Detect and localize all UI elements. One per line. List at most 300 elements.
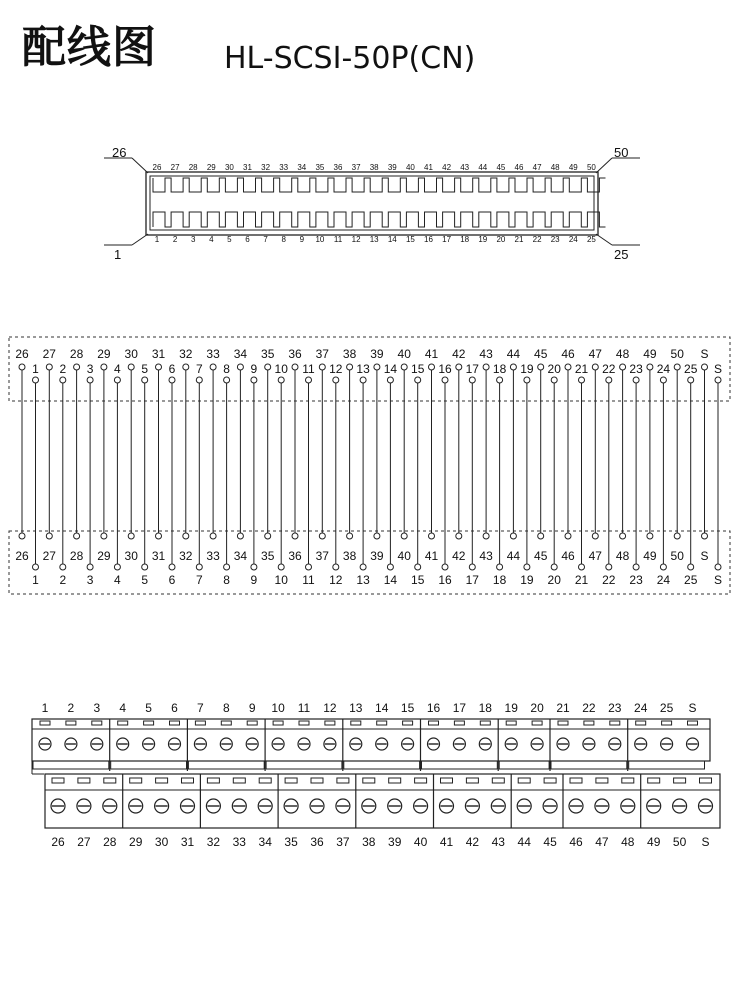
- bottom-pin-label: 12: [351, 235, 361, 244]
- wire-label-top: 12: [329, 362, 343, 376]
- wire-node: [551, 564, 557, 570]
- terminal-label-upper: 17: [452, 701, 467, 715]
- wire-node: [702, 533, 708, 539]
- wire-label-bottom: 38: [342, 549, 357, 563]
- wire-node: [688, 564, 694, 570]
- top-pin-label: 30: [224, 163, 234, 172]
- wire-label-top: 50: [670, 347, 684, 361]
- diagram-title: 配线图: [22, 22, 157, 73]
- wire-label-bottom: 41: [424, 549, 439, 563]
- wire-label-bottom: 47: [588, 549, 602, 563]
- top-pin-label: 28: [188, 163, 198, 172]
- bottom-pin-label: 24: [568, 235, 578, 244]
- wire-node: [606, 377, 612, 383]
- terminal-label-upper: 11: [297, 701, 311, 715]
- corner-label: 26: [112, 145, 127, 160]
- wire-label-top: 34: [233, 347, 248, 361]
- wire-label-bottom: 25: [684, 573, 698, 587]
- wire-node: [237, 533, 243, 539]
- wire-label-top: 33: [206, 347, 220, 361]
- wire-label-bottom: S: [700, 549, 709, 563]
- bottom-pin-label: 15: [405, 235, 415, 244]
- wire-node: [715, 564, 721, 570]
- terminal-blocks: [32, 701, 720, 849]
- wire-node: [196, 377, 202, 383]
- wire-node: [33, 564, 39, 570]
- wire-node: [429, 533, 435, 539]
- wire-label-bottom: 2: [59, 573, 67, 587]
- wire-node: [524, 564, 530, 570]
- wire-node: [19, 533, 25, 539]
- bottom-pin-label: 6: [245, 235, 250, 244]
- wire-label-bottom: 7: [195, 573, 203, 587]
- wire-node: [606, 564, 612, 570]
- wire-label-bottom: 20: [547, 573, 561, 587]
- wire-node: [483, 364, 489, 370]
- bottom-pin-label: 25: [586, 235, 596, 244]
- wire-label-bottom: 36: [288, 549, 302, 563]
- wire-label-top: 14: [383, 362, 398, 376]
- wire-label-bottom: 46: [561, 549, 575, 563]
- terminal-label-lower: 41: [439, 835, 454, 849]
- terminal-label-upper: 6: [171, 701, 178, 715]
- top-pin-label: 44: [478, 163, 488, 172]
- terminal-label-lower: 47: [595, 835, 609, 849]
- wire-label-top: 9: [250, 362, 258, 376]
- wire-label-top: 39: [370, 347, 384, 361]
- wire-label-top: 11: [302, 362, 315, 376]
- wire-label-top: 6: [168, 362, 176, 376]
- terminal-label-lower: 31: [180, 835, 195, 849]
- terminal-label-lower: 29: [129, 835, 143, 849]
- wire-label-top: 2: [59, 362, 67, 376]
- bottom-pin-contacts: [153, 212, 606, 227]
- wire-label-top: 42: [452, 347, 466, 361]
- upper-block-base: [422, 761, 498, 769]
- wire-node: [538, 364, 544, 370]
- bottom-pin-label: 16: [424, 235, 433, 244]
- bottom-pin-label: 3: [190, 235, 196, 244]
- wire-node: [101, 533, 107, 539]
- wire-label-bottom: 5: [141, 573, 149, 587]
- wire-label-bottom: 31: [151, 549, 166, 563]
- wire-label-top: 16: [438, 362, 452, 376]
- wire-node: [319, 364, 325, 370]
- wire-node: [688, 377, 694, 383]
- wire-label-top: 7: [195, 362, 203, 376]
- wire-node: [565, 533, 571, 539]
- wire-node: [387, 377, 393, 383]
- wire-node: [415, 564, 421, 570]
- wire-node: [715, 377, 721, 383]
- wire-label-top: 19: [520, 362, 534, 376]
- top-pin-label: 41: [424, 163, 433, 172]
- wire-map: [9, 337, 730, 594]
- wire-node: [510, 533, 516, 539]
- wire-label-bottom: 39: [370, 549, 384, 563]
- wire-label-bottom: 35: [261, 549, 275, 563]
- wire-node: [647, 364, 653, 370]
- wire-node: [292, 364, 298, 370]
- wire-label-top: 43: [479, 347, 493, 361]
- terminal-label-upper: 22: [582, 701, 596, 715]
- wire-node: [524, 377, 530, 383]
- top-pin-label: 43: [460, 163, 470, 172]
- wire-node: [60, 377, 66, 383]
- wire-label-bottom: 34: [233, 549, 248, 563]
- wire-label-top: 41: [424, 347, 439, 361]
- wire-node: [142, 377, 148, 383]
- wire-node: [469, 377, 475, 383]
- terminal-label-lower: 27: [77, 835, 91, 849]
- terminal-label-lower: 42: [465, 835, 480, 849]
- top-pin-label: 45: [496, 163, 506, 172]
- wire-node: [101, 364, 107, 370]
- top-pin-label: 36: [333, 163, 343, 172]
- wire-node: [251, 564, 257, 570]
- wire-node: [415, 377, 421, 383]
- terminal-label-lower: 46: [569, 835, 583, 849]
- wire-node: [224, 377, 230, 383]
- wire-label-top: 44: [506, 347, 521, 361]
- lower-terminal-body: [45, 774, 720, 828]
- terminal-label-upper: 20: [530, 701, 544, 715]
- bottom-pin-label: 11: [333, 235, 343, 244]
- wire-node: [674, 364, 680, 370]
- wire-label-top: 25: [684, 362, 698, 376]
- wire-label-top: 20: [547, 362, 561, 376]
- wire-label-bottom: 43: [479, 549, 493, 563]
- wire-label-top: 30: [124, 347, 138, 361]
- wire-label-bottom: S: [713, 573, 723, 587]
- wire-label-top: 46: [561, 347, 575, 361]
- wire-label-top: 31: [151, 347, 166, 361]
- wire-node: [620, 533, 626, 539]
- wire-node: [183, 533, 189, 539]
- terminal-label-lower: 40: [413, 835, 428, 849]
- wire-node: [292, 533, 298, 539]
- wire-label-bottom: 15: [411, 573, 425, 587]
- wire-node: [442, 377, 448, 383]
- wire-node: [510, 364, 516, 370]
- top-pin-label: 48: [550, 163, 560, 172]
- wire-label-top: 21: [574, 362, 589, 376]
- wire-node: [360, 564, 366, 570]
- terminal-label-lower: 28: [103, 835, 117, 849]
- wire-node: [251, 377, 257, 383]
- terminal-label-lower: 26: [51, 835, 65, 849]
- wire-label-bottom: 44: [506, 549, 521, 563]
- wire-node: [633, 564, 639, 570]
- wire-label-bottom: 50: [670, 549, 684, 563]
- wire-node: [114, 564, 120, 570]
- corner-label: 25: [614, 247, 629, 262]
- wire-label-bottom: 21: [574, 573, 589, 587]
- upper-block-base: [344, 761, 420, 769]
- wire-label-top: 47: [588, 347, 602, 361]
- terminal-label-upper: 23: [608, 701, 622, 715]
- wire-label-bottom: 17: [465, 573, 479, 587]
- wire-node: [579, 564, 585, 570]
- wire-label-top: 35: [261, 347, 275, 361]
- wire-node: [333, 564, 339, 570]
- wire-label-top: 45: [534, 347, 548, 361]
- wire-label-bottom: 42: [452, 549, 466, 563]
- wire-node: [210, 533, 216, 539]
- wire-node: [237, 364, 243, 370]
- leader-line: [596, 158, 612, 173]
- top-pin-contacts: [153, 178, 606, 192]
- top-pin-label: 32: [261, 163, 271, 172]
- top-pin-label: 26: [152, 163, 162, 172]
- top-pin-label: 34: [297, 163, 307, 172]
- wire-node: [333, 377, 339, 383]
- bottom-pin-label: 22: [532, 235, 542, 244]
- wire-label-top: 1: [32, 362, 39, 376]
- wire-label-bottom: 13: [356, 573, 370, 587]
- bottom-pin-label: 2: [172, 235, 178, 244]
- wire-node: [469, 564, 475, 570]
- wire-node: [538, 533, 544, 539]
- wire-node: [592, 364, 598, 370]
- wire-node: [660, 564, 666, 570]
- upper-block-base: [629, 761, 705, 769]
- wire-label-bottom: 37: [315, 549, 329, 563]
- wire-node: [387, 564, 393, 570]
- wire-node: [347, 364, 353, 370]
- wire-node: [456, 364, 462, 370]
- wire-label-top: 8: [223, 362, 230, 376]
- terminal-label-upper: 21: [556, 701, 570, 715]
- wire-node: [60, 564, 66, 570]
- terminal-label-lower: 34: [258, 835, 272, 849]
- wire-label-top: 40: [397, 347, 411, 361]
- terminal-label-upper: 5: [145, 701, 152, 715]
- terminal-label-lower: 36: [310, 835, 324, 849]
- corner-label: 50: [614, 145, 629, 160]
- wire-label-top: 17: [465, 362, 479, 376]
- wire-label-top: 29: [97, 347, 111, 361]
- wire-node: [46, 533, 52, 539]
- upper-block-base: [188, 761, 264, 769]
- terminal-label-lower: 44: [517, 835, 531, 849]
- top-pin-label: 49: [568, 163, 578, 172]
- terminal-label-upper: 2: [67, 701, 75, 715]
- top-pin-label: 47: [532, 163, 542, 172]
- wire-label-top: S: [713, 362, 723, 376]
- wire-label-bottom: 12: [329, 573, 343, 587]
- wire-label-bottom: 45: [534, 549, 548, 563]
- bottom-pin-label: 8: [281, 235, 286, 244]
- terminal-label-upper: 3: [93, 701, 101, 715]
- wire-label-bottom: 49: [643, 549, 657, 563]
- wire-label-top: 36: [288, 347, 302, 361]
- wire-node: [429, 364, 435, 370]
- upper-block-base: [33, 761, 109, 769]
- corner-label: 1: [114, 247, 122, 262]
- bottom-pin-label: 4: [209, 235, 214, 244]
- top-pin-label: 38: [369, 163, 379, 172]
- wire-label-top: 49: [643, 347, 657, 361]
- wire-label-top: 23: [629, 362, 643, 376]
- terminal-label-upper: 10: [271, 701, 285, 715]
- wire-label-bottom: 19: [520, 573, 534, 587]
- wire-label-top: 37: [315, 347, 329, 361]
- bottom-pin-label: 5: [227, 235, 232, 244]
- wire-label-top: 27: [42, 347, 56, 361]
- wire-node: [497, 564, 503, 570]
- top-pin-label: 35: [315, 163, 325, 172]
- wire-node: [278, 377, 284, 383]
- wire-node: [183, 364, 189, 370]
- wire-label-top: S: [700, 347, 709, 361]
- wire-node: [647, 533, 653, 539]
- terminal-label-upper: 24: [634, 701, 648, 715]
- wire-label-bottom: 40: [397, 549, 411, 563]
- wire-label-bottom: 24: [656, 573, 671, 587]
- wire-label-top: 24: [656, 362, 671, 376]
- top-pin-label: 31: [243, 163, 252, 172]
- wire-node: [319, 533, 325, 539]
- wire-label-bottom: 9: [250, 573, 258, 587]
- terminal-label-upper: 13: [349, 701, 363, 715]
- wire-node: [114, 377, 120, 383]
- wire-node: [19, 364, 25, 370]
- wire-node: [156, 364, 162, 370]
- terminal-label-lower: 39: [388, 835, 402, 849]
- wire-label-top: 22: [602, 362, 616, 376]
- bottom-pin-label: 14: [387, 235, 397, 244]
- wire-node: [374, 364, 380, 370]
- wire-node: [360, 377, 366, 383]
- scsi-connector: [104, 145, 640, 262]
- bottom-pin-label: 19: [478, 235, 488, 244]
- terminal-label-lower: 50: [672, 835, 687, 849]
- wire-label-top: 26: [15, 347, 29, 361]
- terminal-label-lower: 38: [362, 835, 376, 849]
- wire-node: [169, 377, 175, 383]
- wire-node: [674, 533, 680, 539]
- wire-label-bottom: 22: [602, 573, 616, 587]
- wire-label-top: 4: [114, 362, 121, 376]
- wire-node: [265, 364, 271, 370]
- wire-node: [306, 377, 312, 383]
- wire-node: [128, 364, 134, 370]
- wire-label-bottom: 4: [114, 573, 121, 587]
- wire-node: [278, 564, 284, 570]
- wire-node: [169, 564, 175, 570]
- wire-node: [87, 377, 93, 383]
- terminal-label-upper: S: [688, 701, 697, 715]
- wire-label-top: 28: [69, 347, 84, 361]
- wire-node: [374, 533, 380, 539]
- terminal-label-upper: 18: [478, 701, 492, 715]
- leader-line: [132, 234, 148, 245]
- wire-label-bottom: 10: [274, 573, 288, 587]
- wire-node: [592, 533, 598, 539]
- wire-label-bottom: 11: [302, 573, 315, 587]
- wire-node: [306, 564, 312, 570]
- terminal-label-lower: 49: [647, 835, 661, 849]
- top-pin-label: 37: [351, 163, 361, 172]
- wire-label-bottom: 33: [206, 549, 220, 563]
- wire-label-top: 38: [342, 347, 357, 361]
- bottom-pin-label: 20: [496, 235, 506, 244]
- wire-node: [702, 364, 708, 370]
- wire-node: [401, 364, 407, 370]
- wire-label-bottom: 18: [492, 573, 507, 587]
- wire-node: [87, 564, 93, 570]
- wire-label-top: 10: [274, 362, 288, 376]
- wire-label-bottom: 27: [42, 549, 56, 563]
- upper-terminal-body: [32, 719, 710, 761]
- wire-label-bottom: 1: [32, 573, 39, 587]
- wire-node: [46, 364, 52, 370]
- upper-block-base: [551, 761, 627, 769]
- terminal-label-lower: 45: [543, 835, 557, 849]
- bottom-pin-label: 18: [460, 235, 470, 244]
- wire-node: [456, 533, 462, 539]
- bottom-pin-label: 17: [442, 235, 452, 244]
- bottom-pin-label: 23: [550, 235, 560, 244]
- wire-label-bottom: 29: [97, 549, 111, 563]
- terminal-label-lower: 33: [232, 835, 246, 849]
- wire-node: [442, 564, 448, 570]
- wire-node: [401, 533, 407, 539]
- wire-node: [347, 533, 353, 539]
- top-pin-label: 33: [279, 163, 289, 172]
- terminal-label-upper: 7: [197, 701, 204, 715]
- wire-label-bottom: 30: [124, 549, 138, 563]
- wire-label-bottom: 28: [69, 549, 84, 563]
- terminal-label-upper: 9: [248, 701, 256, 715]
- wire-label-bottom: 48: [615, 549, 630, 563]
- bottom-pin-label: 10: [315, 235, 325, 244]
- terminal-label-lower: 32: [206, 835, 221, 849]
- wire-node: [74, 533, 80, 539]
- wire-label-bottom: 14: [383, 573, 398, 587]
- wire-label-bottom: 8: [223, 573, 230, 587]
- leader-line: [132, 158, 148, 173]
- wire-label-bottom: 23: [629, 573, 643, 587]
- wire-node: [565, 364, 571, 370]
- wire-node: [224, 564, 230, 570]
- wire-label-top: 48: [615, 347, 630, 361]
- wire-label-top: 5: [141, 362, 149, 376]
- wire-node: [579, 377, 585, 383]
- bottom-pin-label: 13: [369, 235, 379, 244]
- wire-label-bottom: 26: [15, 549, 29, 563]
- connector-outline: [146, 172, 598, 235]
- terminal-label-lower: S: [701, 835, 710, 849]
- terminal-label-upper: 25: [659, 701, 674, 715]
- bottom-pin-label: 7: [263, 235, 268, 244]
- wire-node: [551, 377, 557, 383]
- bottom-pin-label: 1: [154, 235, 160, 244]
- terminal-label-upper: 14: [375, 701, 389, 715]
- wire-node: [497, 377, 503, 383]
- top-pin-label: 39: [387, 163, 397, 172]
- wire-label-bottom: 32: [179, 549, 193, 563]
- top-pin-label: 42: [442, 163, 452, 172]
- wire-node: [660, 377, 666, 383]
- wire-label-top: 3: [86, 362, 94, 376]
- terminal-label-upper: 15: [400, 701, 415, 715]
- upper-block-base: [499, 761, 549, 769]
- terminal-label-upper: 16: [426, 701, 441, 715]
- top-pin-label: 29: [206, 163, 216, 172]
- wire-label-top: 18: [492, 362, 507, 376]
